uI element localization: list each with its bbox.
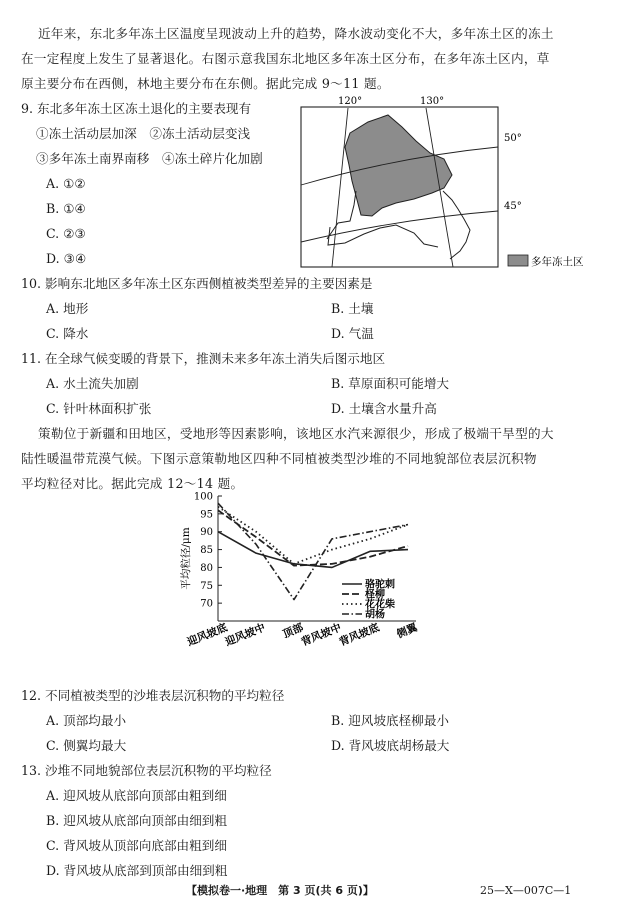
q10-option-d[interactable]: D. 气温 xyxy=(331,326,374,341)
legend-label: 骆驼刺 xyxy=(365,579,395,591)
legend-label: 柽柳 xyxy=(365,589,385,601)
lon-label-120: 120° xyxy=(338,96,363,107)
series-line xyxy=(218,507,408,564)
y-tick-label: 80 xyxy=(200,562,213,574)
q9-option-c[interactable]: C. ②③ xyxy=(46,226,86,241)
q9-option-b[interactable]: B. ①④ xyxy=(46,201,86,216)
q9-item-1: ①冻土活动层加深 ②冻土活动层变浅 xyxy=(36,126,251,141)
x-tick-label: 背风坡底 xyxy=(337,621,382,649)
y-tick-label: 90 xyxy=(200,527,213,539)
q12-stem: 12. 不同植被类型的沙堆表层沉积物的平均粒径 xyxy=(21,688,285,703)
lon-label-130: 130° xyxy=(420,96,445,107)
q9-stem: 9. 东北多年冻土区冻土退化的主要表现有 xyxy=(21,101,252,116)
q13-option-d[interactable]: D. 背风坡从底部到顶部由细到粗 xyxy=(46,863,228,878)
q13-option-a[interactable]: A. 迎风坡从底部向顶部由粗到细 xyxy=(46,788,227,803)
q13-stem: 13. 沙堆不同地貌部位表层沉积物的平均粒径 xyxy=(21,763,272,778)
q9-item-2: ③多年冻土南界南移 ④冻土碎片化加剧 xyxy=(36,151,263,166)
y-tick-label: 95 xyxy=(200,509,213,521)
q13-option-b[interactable]: B. 迎风坡从底部向顶部由细到粗 xyxy=(46,813,227,828)
q12-option-b[interactable]: B. 迎风坡底柽柳最小 xyxy=(331,713,450,728)
q11-stem: 11. 在全球气候变暖的背景下，推测未来多年冻土消失后图示地区 xyxy=(21,351,386,366)
y-tick-label: 70 xyxy=(200,598,213,610)
q11-option-b[interactable]: B. 草原面积可能增大 xyxy=(331,376,450,391)
q12-option-c[interactable]: C. 侧翼均最大 xyxy=(46,738,127,753)
passage2-line-3: 平均粒径对比。据此完成 12～14 题。 xyxy=(21,476,244,491)
x-tick-label: 背风坡中 xyxy=(299,621,344,649)
passage1-line-2: 在一定程度上发生了显著退化。右图示意我国东北地区多年冻土区分布，在多年冻土区内，草 xyxy=(21,51,550,66)
q11-option-d[interactable]: D. 土壤含水量升高 xyxy=(331,401,437,416)
q10-option-a[interactable]: A. 地形 xyxy=(46,301,89,316)
q12-option-a[interactable]: A. 顶部均最小 xyxy=(46,713,127,728)
y-tick-label: 85 xyxy=(200,545,213,557)
footer-code: 25—X—007C—1 xyxy=(480,884,572,897)
y-tick-label: 75 xyxy=(200,580,213,592)
x-tick-label: 顶部 xyxy=(281,621,306,641)
q11-option-a[interactable]: A. 水土流失加剧 xyxy=(46,376,139,391)
legend-label: 花花柴 xyxy=(365,599,395,611)
q10-option-c[interactable]: C. 降水 xyxy=(46,326,89,341)
y-axis-label: 平均粒径/μm xyxy=(180,527,192,590)
passage1-line-1: 近年来，东北多年冻土区温度呈现波动上升的趋势，降水波动变化不大，多年冻土区的冻土 xyxy=(38,26,554,41)
q9-option-d[interactable]: D. ③④ xyxy=(46,251,87,266)
legend-label: 胡杨 xyxy=(365,609,385,621)
x-tick-label: 迎风坡中 xyxy=(223,621,268,649)
q10-stem: 10. 影响东北地区多年冻土区东西侧植被类型差异的主要因素是 xyxy=(21,276,373,291)
passage2-line-2: 陆性暖温带荒漠气候。下图示意策勒地区四种不同植被类型沙堆的不同地貌部位表层沉积物 xyxy=(21,451,537,466)
lat-label-45: 45° xyxy=(504,201,522,212)
q13-option-c[interactable]: C. 背风坡从顶部向底部由粗到细 xyxy=(46,838,227,853)
q11-option-c[interactable]: C. 针叶林面积扩张 xyxy=(46,401,152,416)
passage2-line-1: 策勒位于新疆和田地区，受地形等因素影响，该地区水汽来源很少，形成了极端干旱型的大 xyxy=(38,426,554,441)
q10-option-b[interactable]: B. 土壤 xyxy=(331,301,374,316)
permafrost-map xyxy=(298,95,598,275)
passage1-line-3: 原主要分布在西侧，林地主要分布在东侧。据此完成 9～11 题。 xyxy=(21,76,390,91)
x-tick-label: 迎风坡底 xyxy=(185,621,230,649)
lat-label-50: 50° xyxy=(504,133,522,144)
legend-swatch xyxy=(508,255,528,266)
q9-option-a[interactable]: A. ①② xyxy=(46,176,86,191)
y-tick-label: 100 xyxy=(193,491,213,503)
q12-option-d[interactable]: D. 背风坡底胡杨最大 xyxy=(331,738,450,753)
grain-size-chart xyxy=(170,488,460,658)
footer-page-info: 【模拟卷一·地理 第 3 页(共 6 页)】 xyxy=(186,884,374,897)
x-tick-label: 侧翼 xyxy=(395,621,420,641)
series-line xyxy=(218,532,408,568)
series-line xyxy=(218,510,408,565)
legend-label: 多年冻土区 xyxy=(531,256,584,268)
